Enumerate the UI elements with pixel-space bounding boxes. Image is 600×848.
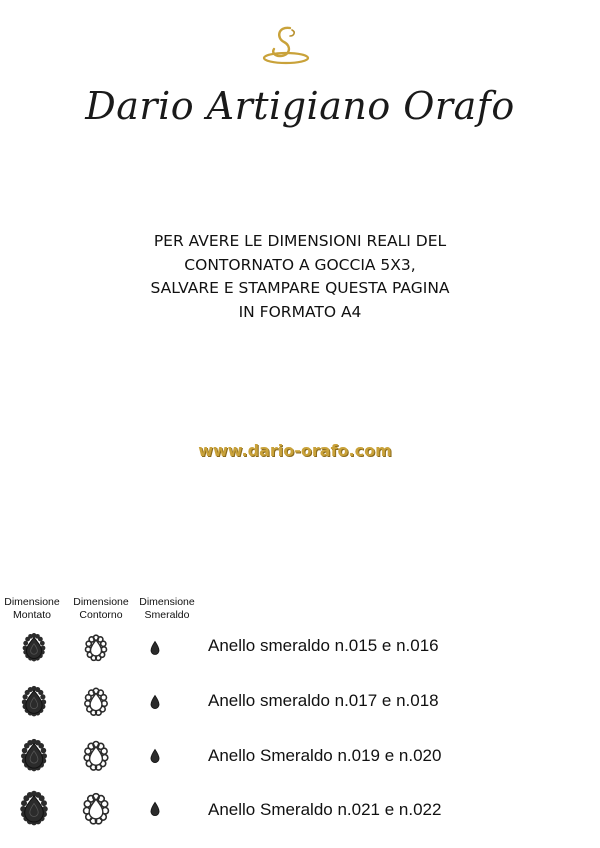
instruction-line: CONTORNATO A GOCCIA 5X3, bbox=[184, 255, 416, 274]
mounted-setting-icon bbox=[12, 626, 56, 670]
instruction-line: IN FORMATO A4 bbox=[238, 302, 362, 321]
print-instructions bbox=[0, 230, 600, 324]
row-label-019-020: Anello Smeraldo n.019 e n.020 bbox=[208, 746, 442, 765]
instruction-line: SALVARE E STAMPARE QUESTA PAGINA bbox=[150, 279, 450, 297]
column-header-smeraldo: Dimensione Smeraldo bbox=[139, 596, 195, 621]
brand-title: Dario Artigiano Orafo bbox=[85, 84, 515, 128]
column-header-montato: Dimensione Montato bbox=[4, 596, 60, 621]
row-label-017-018: Anello smeraldo n.017 e n.018 bbox=[208, 691, 439, 710]
halo-outline-icon bbox=[74, 734, 118, 778]
mounted-setting-icon bbox=[12, 787, 56, 831]
pear-emerald-icon bbox=[140, 741, 170, 771]
pear-emerald-icon bbox=[140, 794, 170, 824]
halo-outline-icon bbox=[74, 787, 118, 831]
row-label-021-022: Anello Smeraldo n.021 e n.022 bbox=[208, 800, 442, 819]
instruction-line: PER AVERE LE DIMENSIONI REALI DEL bbox=[153, 232, 447, 250]
pear-emerald-icon bbox=[140, 633, 170, 663]
column-header-contorno: Dimensione Contorno bbox=[73, 596, 129, 621]
website-link[interactable]: www.dario-orafo.com bbox=[198, 441, 392, 460]
pear-emerald-icon bbox=[140, 687, 170, 717]
gold-ring-monogram-icon bbox=[254, 22, 318, 66]
mounted-setting-icon bbox=[12, 680, 56, 724]
halo-outline-icon bbox=[74, 626, 118, 670]
halo-outline-icon bbox=[74, 680, 118, 724]
mounted-setting-icon bbox=[12, 734, 56, 778]
row-label-015-016: Anello smeraldo n.015 e n.016 bbox=[208, 636, 439, 655]
